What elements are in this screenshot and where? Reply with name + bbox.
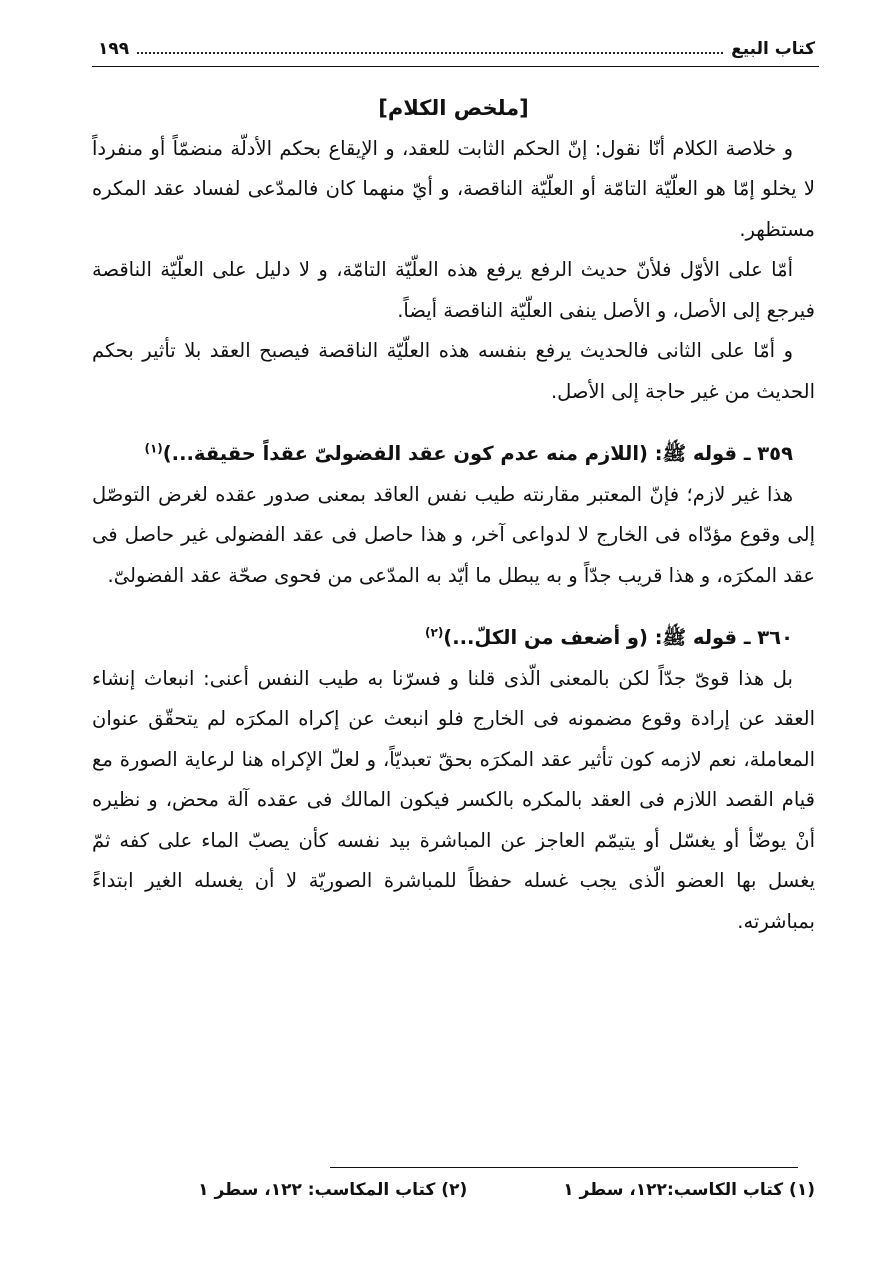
running-head-leader-dots xyxy=(137,52,723,54)
item-359-title-text: ٣٥٩ ـ قوله ﷺ: (اللازم منه عدم كون عقد الفضولىّ عقداً حقيقة...) xyxy=(162,442,793,465)
item-360-title-text: ٣٦٠ ـ قوله ﷺ: (و أضعف من الكلّ...) xyxy=(443,626,793,649)
spacer xyxy=(92,412,815,434)
paragraph-2: أمّا على الأوّل فلأنّ حديث الرفع يرفع هذه العلّيّة التامّة، و لا دليل على العلّيّة الناقصة فيرجع إلى الأصل، و الأصل ينفى العلّيّة الناقصة أيضاً. xyxy=(92,258,815,322)
section-heading: [ملخص الكلام] xyxy=(378,96,529,120)
item-359-text: هذا غير لازم؛ فإنّ المعتبر مقارنته طيب نفس العاقد بمعنى صدور عقده لغرض التوصّل إلى وقوع مؤدّاه فى الخارج لا لدواعى آخر، و هذا حاصل فى عقد الفضولى غير حاصل فى عقد المكرَه، و هذا قريب جدّاً و به يبطل ما أيّد به المدّعى من فحوى صحّة عقد الفضولىّ. xyxy=(92,482,815,587)
footnote-1: (١) كتاب الكاسب:١٢٢، سطر ١ xyxy=(563,1180,815,1200)
item-360-text: بل هذا قوىّ جدّاً لكن بالمعنى الّذى قلنا و فسرّنا به طيب النفس أعنى: انبعاث إنشاء العقد عن إرادة وقوع مضمونه فى الخارج فلو انبعث عن إكراه المكرَه لم يتحقّق عنوان المعاملة، نعم لازمه كون تأثير عقد المكرَه بحقّ تعبديّاً، و لعلّ الإكراه هنا لرعاية الصورة مع قيام القصد اللازم فى العقد بالمكره بالكسر فيكون المالك فى عقده آلة محض، و نظيره أنْ يوضّأ أو يغسّل أو يتيمّم العاجز عن المباشرة بيد نفسه كأن يصبّ الماء على كفه ثمّ يغسل بها العضو الّذى يجب غسله حفظاً للمباشرة الصوريّة لا أن يغسله الغير ابتداءً بمباشرته. xyxy=(92,666,815,933)
paragraph-1: و خلاصة الكلام أنّا نقول: إنّ الحكم الثابت للعقد، و الإيقاع بحكم الأدلّة منضمّاً أو منفرداً لا يخلو إمّا هو العلّيّة التامّة أو العلّيّة الناقصة، و أيّ منهما كان فالمدّعى لفساد عقد المكره مستظهر. xyxy=(92,136,815,241)
item-359-title xyxy=(92,434,815,475)
footnote-ref-1[interactable]: (١) xyxy=(144,441,163,456)
footnote-2: (٢) كتاب المكاسب: ١٢٢، سطر ١ xyxy=(198,1180,468,1200)
main-text xyxy=(92,88,815,942)
footnote-rule xyxy=(330,1167,798,1168)
item-360-title xyxy=(92,618,815,659)
footnotes xyxy=(195,1180,815,1200)
spacer xyxy=(92,596,815,618)
running-head xyxy=(98,34,815,64)
paragraph-3: و أمّا على الثانى فالحديث يرفع بنفسه هذه العلّيّة الناقصة فيصبح العقد بلا تأثير بحكم الحديث من غير حاجة إلى الأصل. xyxy=(92,339,815,403)
footnote-ref-2[interactable]: (٢) xyxy=(425,625,444,640)
header-rule xyxy=(92,66,819,67)
running-head-title: كتاب البيع xyxy=(731,39,815,59)
page-number: ١٩٩ xyxy=(98,39,130,59)
